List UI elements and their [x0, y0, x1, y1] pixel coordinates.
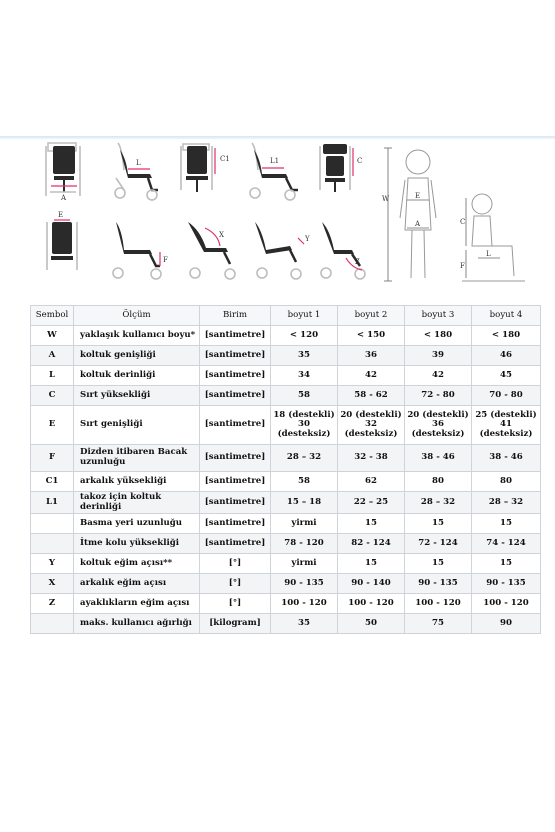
value-cell: 90 — [472, 614, 541, 634]
measure-cell: Basma yeri uzunluğu — [74, 514, 200, 534]
measure-cell: Dizden itibaren Bacak uzunluğu — [74, 445, 200, 472]
measure-cell: Sırt yüksekliği — [74, 386, 200, 406]
value-cell: 34 — [271, 366, 338, 386]
value-cell: yirmi — [271, 554, 338, 574]
table-row — [31, 574, 541, 594]
value-cell: [°] — [200, 574, 271, 594]
table-row — [31, 492, 541, 514]
label-z: Z — [355, 258, 360, 266]
column-header: Birim — [200, 306, 271, 326]
value-cell: 15 — [338, 554, 405, 574]
value-cell: 100 - 120 — [405, 594, 472, 614]
value-cell: < 180 — [472, 326, 541, 346]
label-y: Y — [305, 235, 310, 243]
value-cell: yirmi — [271, 514, 338, 534]
value-cell: 15 — [405, 514, 472, 534]
measure-cell: ayaklıkların eğim açısı — [74, 594, 200, 614]
value-cell: 90 - 135 — [405, 574, 472, 594]
value-cell: [santimetre] — [200, 492, 271, 514]
value-cell: 25 (destekli) 41 (desteksiz) — [472, 406, 541, 445]
symbol-cell: F — [31, 445, 74, 472]
table-row — [31, 406, 541, 445]
label-a2: A — [415, 220, 421, 228]
value-cell: 15 — [472, 514, 541, 534]
child-standing-figure — [382, 148, 436, 281]
label-e2: E — [415, 192, 421, 200]
column-header: boyut 3 — [405, 306, 472, 326]
label-e: E — [58, 211, 64, 219]
measure-cell: İtme kolu yüksekliği — [74, 534, 200, 554]
table-row — [31, 614, 541, 634]
value-cell: 18 (destekli) 30 (desteksiz) — [271, 406, 338, 445]
value-cell: 90 - 135 — [472, 574, 541, 594]
table-row — [31, 445, 541, 472]
value-cell: 62 — [338, 472, 405, 492]
value-cell: 38 - 46 — [472, 445, 541, 472]
measure-cell: arkalık eğim açısı — [74, 574, 200, 594]
column-header: boyut 1 — [271, 306, 338, 326]
value-cell: 28 – 32 — [271, 445, 338, 472]
value-cell: 72 - 124 — [405, 534, 472, 554]
diagram-back-height — [320, 144, 362, 192]
value-cell: 20 (destekli) 36 (desteksiz) — [405, 406, 472, 445]
symbol-cell: Z — [31, 594, 74, 614]
value-cell: 35 — [271, 346, 338, 366]
column-header: boyut 2 — [338, 306, 405, 326]
value-cell: < 180 — [405, 326, 472, 346]
value-cell: 28 – 32 — [405, 492, 472, 514]
diagram-backrest-angle — [188, 222, 235, 279]
symbol-cell — [31, 534, 74, 554]
value-cell: 75 — [405, 614, 472, 634]
diagram-seat-width — [46, 143, 80, 202]
label-l2: L — [486, 250, 491, 258]
value-cell: 32 - 38 — [338, 445, 405, 472]
value-cell: 15 — [338, 514, 405, 534]
measure-cell: arkalık yüksekliği — [74, 472, 200, 492]
value-cell: [santimetre] — [200, 406, 271, 445]
diagram-seat-angle — [255, 222, 310, 279]
value-cell: 58 - 62 — [338, 386, 405, 406]
table-row — [31, 346, 541, 366]
table-row — [31, 326, 541, 346]
diagram-back-width — [47, 211, 77, 270]
value-cell: < 120 — [271, 326, 338, 346]
value-cell: 82 - 124 — [338, 534, 405, 554]
value-cell: 46 — [472, 346, 541, 366]
value-cell: 42 — [338, 366, 405, 386]
value-cell: 20 (destekli) 32 (desteksiz) — [338, 406, 405, 445]
measure-cell: koltuk derinliği — [74, 366, 200, 386]
table-row — [31, 554, 541, 574]
value-cell: 58 — [271, 472, 338, 492]
value-cell: 36 — [338, 346, 405, 366]
table-row — [31, 594, 541, 614]
size-spec-table — [30, 305, 541, 634]
value-cell: 15 — [405, 554, 472, 574]
value-cell: 100 - 120 — [271, 594, 338, 614]
value-cell: 38 - 46 — [405, 445, 472, 472]
value-cell: 70 - 80 — [472, 386, 541, 406]
value-cell: [santimetre] — [200, 326, 271, 346]
symbol-cell: C — [31, 386, 74, 406]
column-header: boyut 4 — [472, 306, 541, 326]
value-cell: [santimetre] — [200, 445, 271, 472]
value-cell: 100 - 120 — [338, 594, 405, 614]
value-cell: 35 — [271, 614, 338, 634]
diagram-footrest-angle — [321, 222, 365, 279]
measure-cell: takoz için koltuk derinliği — [74, 492, 200, 514]
symbol-cell: Y — [31, 554, 74, 574]
value-cell: 90 - 140 — [338, 574, 405, 594]
measure-cell: maks. kullanıcı ağırlığı — [74, 614, 200, 634]
value-cell: 80 — [405, 472, 472, 492]
value-cell: 90 - 135 — [271, 574, 338, 594]
diagram-seat-depth — [115, 143, 158, 200]
label-c2: C — [460, 218, 466, 226]
table-row — [31, 514, 541, 534]
table-row — [31, 472, 541, 492]
value-cell: 22 – 25 — [338, 492, 405, 514]
value-cell: 45 — [472, 366, 541, 386]
symbol-cell: A — [31, 346, 74, 366]
measure-cell: Sırt genişliği — [74, 406, 200, 445]
symbol-cell: C1 — [31, 472, 74, 492]
value-cell: 80 — [472, 472, 541, 492]
value-cell: 15 — [472, 554, 541, 574]
table-row — [31, 366, 541, 386]
value-cell: 58 — [271, 386, 338, 406]
value-cell: [santimetre] — [200, 534, 271, 554]
label-f2: F — [460, 262, 465, 270]
label-c1: C1 — [220, 155, 230, 163]
label-l1: L1 — [270, 157, 280, 165]
value-cell: 28 – 32 — [472, 492, 541, 514]
measure-cell: yaklaşık kullanıcı boyu* — [74, 326, 200, 346]
value-cell: [°] — [200, 554, 271, 574]
column-header: Ölçüm — [74, 306, 200, 326]
value-cell: [°] — [200, 594, 271, 614]
value-cell: 50 — [338, 614, 405, 634]
measure-cell: koltuk genişliği — [74, 346, 200, 366]
label-f: F — [163, 256, 168, 264]
symbol-cell: E — [31, 406, 74, 445]
diagram-wedge-depth — [250, 143, 298, 200]
value-cell: 72 - 80 — [405, 386, 472, 406]
label-x: X — [219, 231, 224, 239]
value-cell: 39 — [405, 346, 472, 366]
value-cell: 78 - 120 — [271, 534, 338, 554]
label-l: L — [136, 159, 141, 167]
value-cell: [santimetre] — [200, 386, 271, 406]
value-cell: < 150 — [338, 326, 405, 346]
value-cell: [santimetre] — [200, 514, 271, 534]
diagram-leg-length — [113, 222, 168, 279]
column-header: Sembol — [31, 306, 74, 326]
diagram-backrest-height — [181, 144, 230, 192]
symbol-cell — [31, 614, 74, 634]
label-c: C — [357, 157, 363, 165]
value-cell: 74 - 124 — [472, 534, 541, 554]
value-cell: 100 - 120 — [472, 594, 541, 614]
child-sitting-figure — [460, 194, 525, 281]
value-cell: 42 — [405, 366, 472, 386]
table-header-row — [31, 306, 541, 326]
value-cell: [santimetre] — [200, 346, 271, 366]
value-cell: 15 – 18 — [271, 492, 338, 514]
symbol-cell — [31, 514, 74, 534]
measurement-diagrams — [0, 138, 555, 298]
symbol-cell: W — [31, 326, 74, 346]
table-row — [31, 386, 541, 406]
label-a: A — [61, 194, 67, 202]
value-cell: [kilogram] — [200, 614, 271, 634]
symbol-cell: L — [31, 366, 74, 386]
symbol-cell: X — [31, 574, 74, 594]
table-row — [31, 534, 541, 554]
label-w: W — [382, 195, 390, 203]
measure-cell: koltuk eğim açısı** — [74, 554, 200, 574]
value-cell: [santimetre] — [200, 472, 271, 492]
symbol-cell: L1 — [31, 492, 74, 514]
value-cell: [santimetre] — [200, 366, 271, 386]
